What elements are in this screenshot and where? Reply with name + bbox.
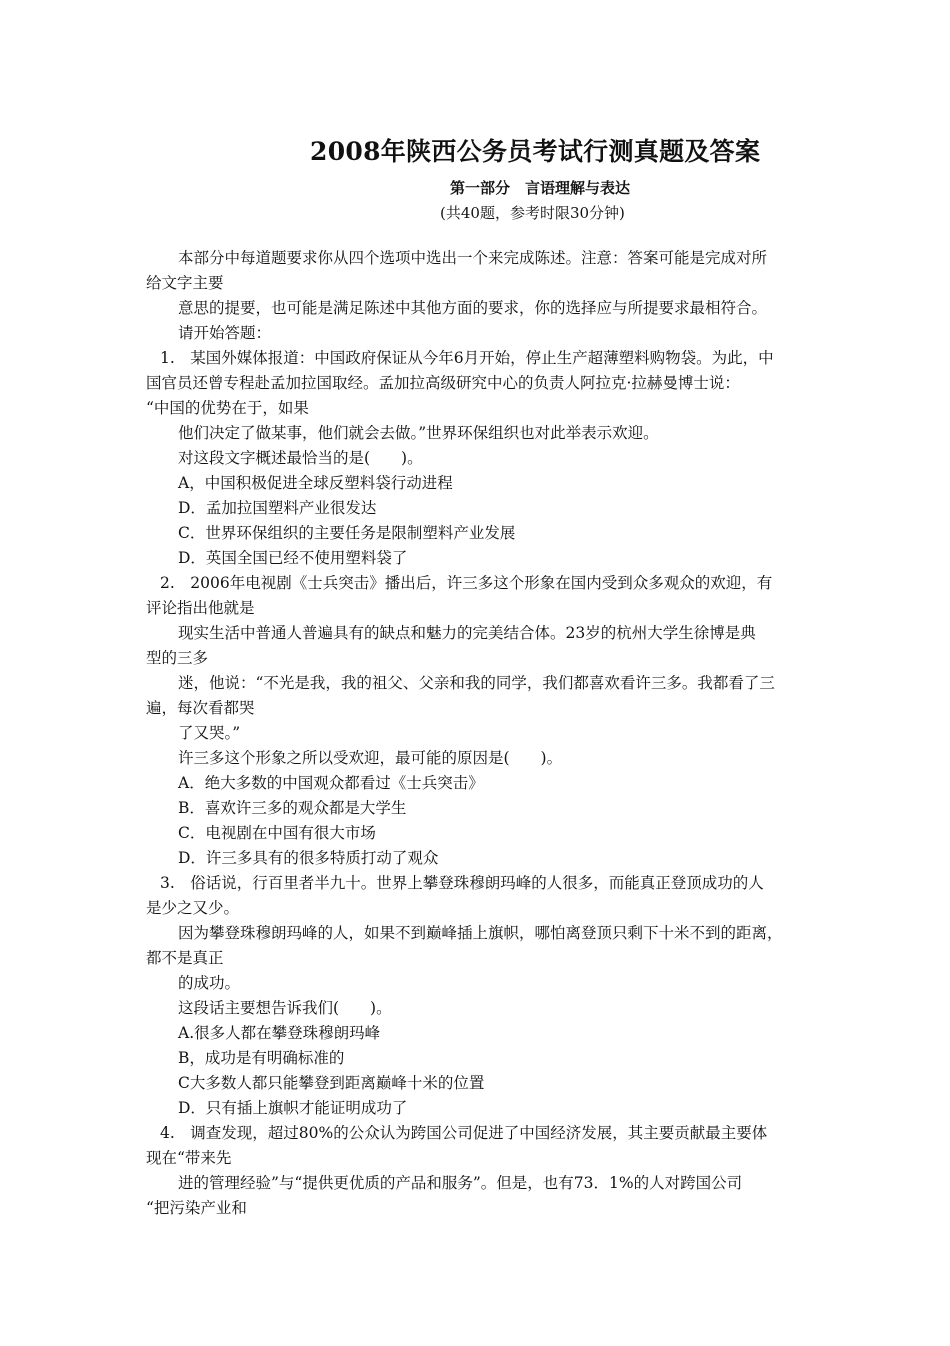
question-1-option: C．世界环保组织的主要任务是限制塑料产业发展 [178, 524, 516, 542]
intro-line: 给文字主要 [146, 274, 224, 292]
question-1-line: 他们决定了做某事，他们就会去做。”世界环保组织也对此举表示欢迎。 [178, 424, 659, 442]
question-1-line: “中国的优势在于，如果 [146, 399, 309, 417]
question-3-line: 3. 俗话说，行百里者半九十。世界上攀登珠穆朗玛峰的人很多，而能真正登顶成功的人 [160, 874, 764, 892]
question-2-option: B．喜欢许三多的观众都是大学生 [178, 799, 407, 817]
question-1-option: A，中国积极促进全球反塑料袋行动进程 [178, 474, 453, 492]
question-3-option: A.很多人都在攀登珠穆朗玛峰 [178, 1024, 381, 1042]
question-2-line: 了又哭。” [178, 724, 241, 742]
question-4-line: 现在“带来先 [146, 1149, 232, 1167]
question-3-option: D．只有插上旗帜才能证明成功了 [178, 1099, 408, 1117]
question-2-line: 现实生活中普通人普遍具有的缺点和魅力的完美结合体。23岁的杭州大学生徐博是典 [178, 624, 756, 642]
question-3-line: 的成功。 [178, 974, 241, 992]
section-note: (共40题，参考时限30分钟) [440, 204, 625, 222]
question-1-line: 国官员还曾专程赴孟加拉国取经。孟加拉高级研究中心的负责人阿拉克·拉赫曼博士说： [146, 374, 740, 392]
question-3-line: 是少之又少。 [146, 899, 240, 917]
question-2-option: D．许三多具有的很多特质打动了观众 [178, 849, 439, 867]
question-2-option: C．电视剧在中国有很大市场 [178, 824, 376, 842]
question-2-line: 2. 2006年电视剧《士兵突击》播出后，许三多这个形象在国内受到众多观众的欢迎，有 [160, 574, 773, 592]
question-2-line: 遍，每次看都哭 [146, 699, 255, 717]
question-4-line: 4. 调查发现，超过80%的公众认为跨国公司促进了中国经济发展，其主要贡献最主要体 [160, 1124, 768, 1142]
question-1-prompt: 对这段文字概述最恰当的是( )。 [178, 449, 423, 467]
question-4-line: “把污染产业和 [146, 1199, 247, 1217]
question-2-option: A．绝大多数的中国观众都看过《士兵突击》 [178, 774, 484, 792]
question-3-line: 因为攀登珠穆朗玛峰的人，如果不到巅峰插上旗帜，哪怕离登顶只剩下十米不到的距离， [178, 924, 783, 942]
question-2-line: 迷，他说：“不光是我，我的祖父、父亲和我的同学，我们都喜欢看许三多。我都看了三 [178, 674, 775, 692]
question-2-line: 评论指出他就是 [146, 599, 255, 617]
question-1-option: D．孟加拉国塑料产业很发达 [178, 499, 377, 517]
intro-line: 意思的提要，也可能是满足陈述中其他方面的要求，你的选择应与所提要求最相符合。 [178, 299, 768, 317]
intro-line: 请开始答题： [178, 324, 272, 342]
section-heading: 第一部分 言语理解与表达 [450, 179, 631, 197]
question-2-line: 型的三多 [146, 649, 209, 667]
question-3-line: 都不是真正 [146, 949, 224, 967]
question-2-prompt: 许三多这个形象之所以受欢迎，最可能的原因是( )。 [178, 749, 563, 767]
question-4-line: 进的管理经验”与“提供更优质的产品和服务”。但是，也有73．1%的人对跨国公司 [178, 1174, 743, 1192]
question-1-option: D．英国全国已经不使用塑料袋了 [178, 549, 408, 567]
question-3-prompt: 这段话主要想告诉我们( )。 [178, 999, 392, 1017]
question-1-line: 1. 某国外媒体报道：中国政府保证从今年6月开始，停止生产超薄塑料购物袋。为此，中 [160, 349, 774, 367]
question-3-option: C大多数人都只能攀登到距离巅峰十米的位置 [178, 1074, 485, 1092]
intro-line: 本部分中每道题要求你从四个选项中选出一个来完成陈述。注意：答案可能是完成对所 [178, 249, 768, 267]
question-3-option: B，成功是有明确标准的 [178, 1049, 345, 1067]
document-title: 2008年陕西公务员考试行测真题及答案 [310, 137, 761, 166]
